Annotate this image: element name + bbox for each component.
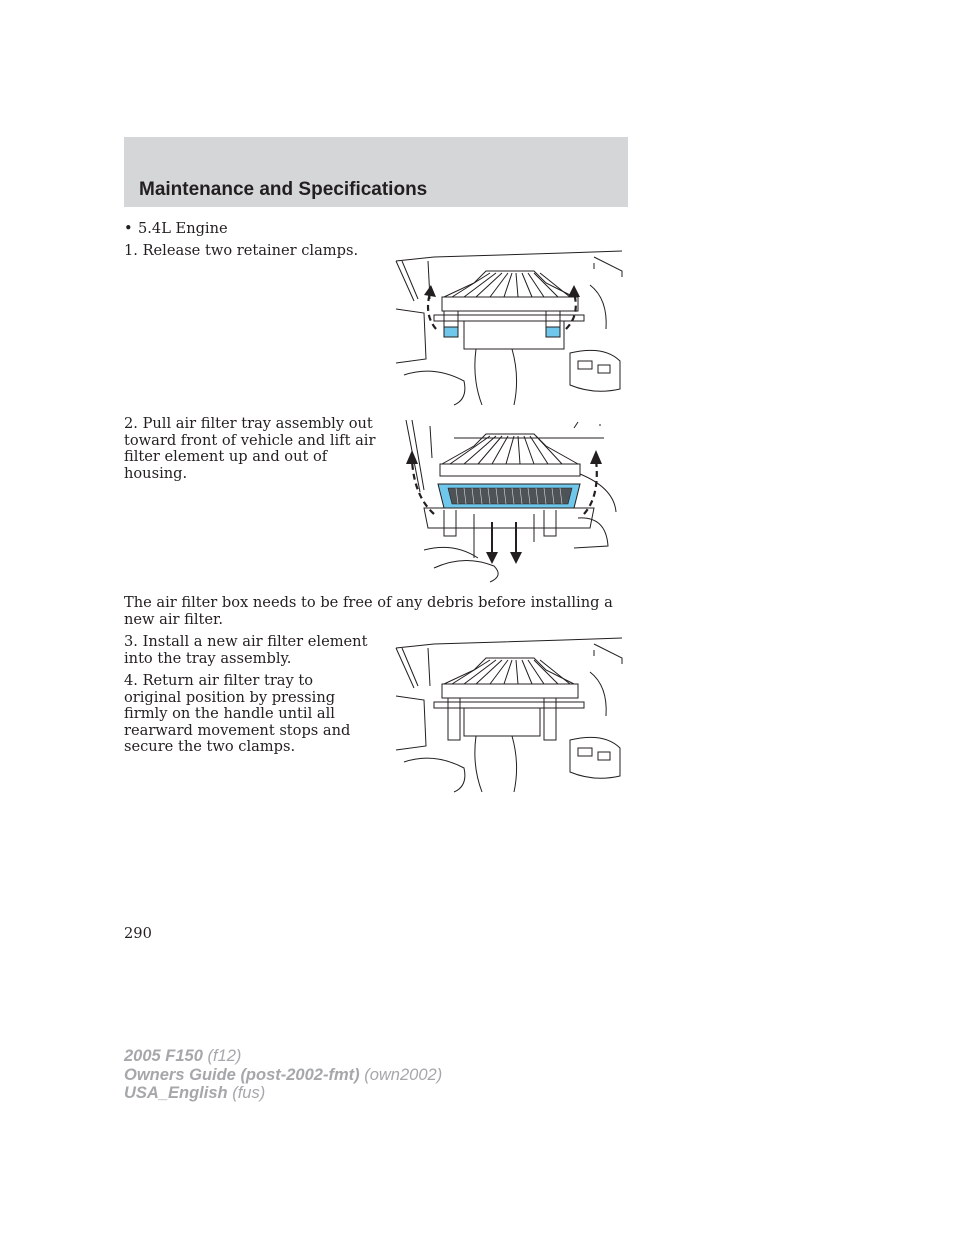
left-clamp-highlight <box>444 327 458 337</box>
footer-line-guide: Owners Guide (post-2002-fmt) (own2002) <box>124 1065 443 1084</box>
bullet-dot-icon: • <box>124 220 133 237</box>
debris-note: The air filter box needs to be free of any debris before installing a new air filter. <box>124 594 613 628</box>
step-1-text: 1. Release two retainer clamps. <box>124 242 359 259</box>
arrow-up-right-icon <box>568 285 580 297</box>
section-title: Maintenance and Specifications <box>139 179 428 200</box>
arrow-down-icon <box>486 552 498 564</box>
page-number: 290 <box>124 925 152 942</box>
footer-line-model: 2005 F150 (f12) <box>124 1047 242 1065</box>
bullet-text: 5.4L Engine <box>138 220 228 237</box>
bullet-item <box>124 221 228 238</box>
illustration-pull-tray <box>394 418 624 583</box>
step-4-text: 4. Return air filter tray to original position by pressing firmly on the handle until all rearward movement stops and secure the two clamps. <box>124 672 351 755</box>
footer-line-language: USA_English (fus) <box>124 1084 266 1102</box>
arrow-up-left-icon <box>406 450 418 464</box>
illustration-release-clamps <box>394 249 624 407</box>
arrow-up-left-icon <box>424 285 436 297</box>
document-footer <box>124 1047 442 1103</box>
step-3-text: 3. Install a new air filter element into the tray assembly. <box>124 633 368 667</box>
section-header <box>124 137 628 207</box>
arrow-up-right-icon <box>590 450 602 464</box>
illustration-reinstall-tray <box>394 636 624 794</box>
arrow-down-icon <box>510 552 522 564</box>
step-2-text: 2. Pull air filter tray assembly out toward front of vehicle and lift air filter element up and out of housing. <box>124 415 376 482</box>
right-clamp-highlight <box>546 327 560 337</box>
